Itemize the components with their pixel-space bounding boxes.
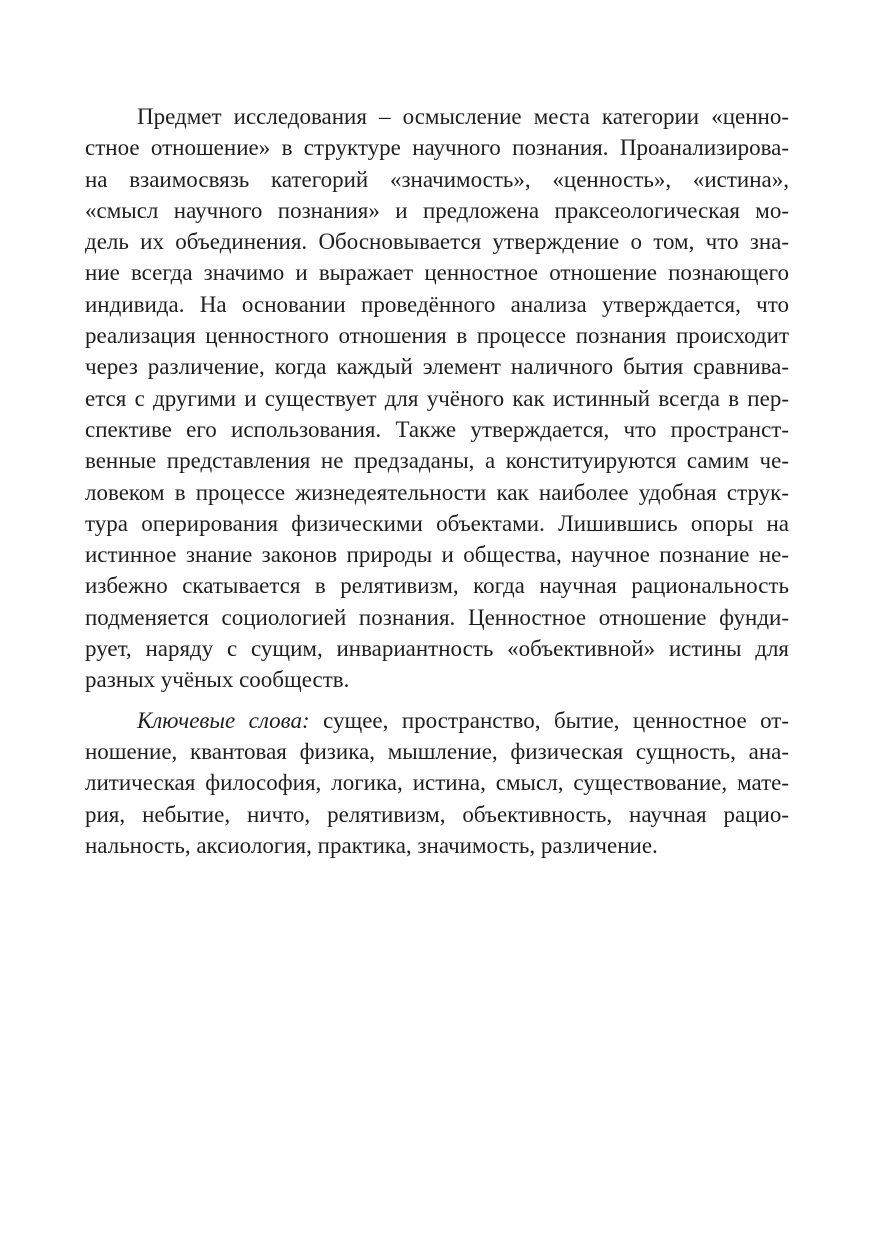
abstract-line: венные представления не предзаданы, а конституируются самим че- <box>85 448 789 474</box>
abstract-line: ние всегда значимо и выражает ценностное отношение познающего <box>85 260 789 286</box>
abstract-line: подменяется социологией познания. Ценностное отношение фунди- <box>85 604 789 630</box>
abstract-line: «смысл научного познания» и предложена праксеологическая мо- <box>85 197 789 223</box>
keywords-first-line <box>85 705 789 736</box>
abstract-line: на взаимосвязь категорий «значимость», «ценность», «истина», <box>85 166 789 192</box>
paragraph-spacer <box>85 696 789 705</box>
document-page <box>85 101 789 861</box>
abstract-line: разных учёных сообществ. <box>85 667 350 693</box>
keywords-list-start: сущее, пространство, бытие, ценностное от- <box>323 707 790 733</box>
abstract-line: дель их объединения. Обосновывается утверждение о том, что зна- <box>85 229 789 255</box>
keywords-line: рия, небытие, ничто, релятивизм, объективность, научная рацио- <box>85 801 789 827</box>
abstract-line: Предмет исследования – осмысление места категории «ценно- <box>137 104 789 129</box>
abstract-line: спективе его использования. Также утверждается, что пространст- <box>85 416 789 442</box>
abstract-line: тура оперирования физическими объектами. Лишившись опоры на <box>85 510 789 536</box>
keywords-line: нальность, аксиология, практика, значимость, различение. <box>85 832 658 858</box>
abstract-line: реализация ценностного отношения в процессе познания происходит <box>85 323 789 349</box>
keywords-label: Ключевые слова: <box>137 707 310 733</box>
abstract-line: истинное знание законов природы и общества, научное познание не- <box>85 542 789 568</box>
abstract-line: ловеком в процессе жизнедеятельности как наиболее удобная струк- <box>85 479 789 505</box>
abstract-line: стное отношение» в структуре научного познания. Проанализирова- <box>85 135 789 161</box>
keywords-line: ношение, квантовая физика, мышление, физическая сущность, ана- <box>85 738 789 764</box>
abstract-line: через различение, когда каждый элемент наличного бытия сравнива- <box>85 354 789 380</box>
abstract-paragraph <box>85 101 789 696</box>
keywords-paragraph <box>85 705 789 861</box>
abstract-line: индивида. На основании проведённого анализа утверждается, что <box>85 291 789 317</box>
keywords-line: литическая философия, логика, истина, смысл, существование, мате- <box>85 770 789 796</box>
abstract-line: избежно скатывается в релятивизм, когда научная рациональность <box>85 573 789 599</box>
abstract-line: ется с другими и существует для учёного как истинный всегда в пер- <box>85 385 789 411</box>
abstract-line: рует, наряду с сущим, инвариантность «объективной» истины для <box>85 636 789 662</box>
